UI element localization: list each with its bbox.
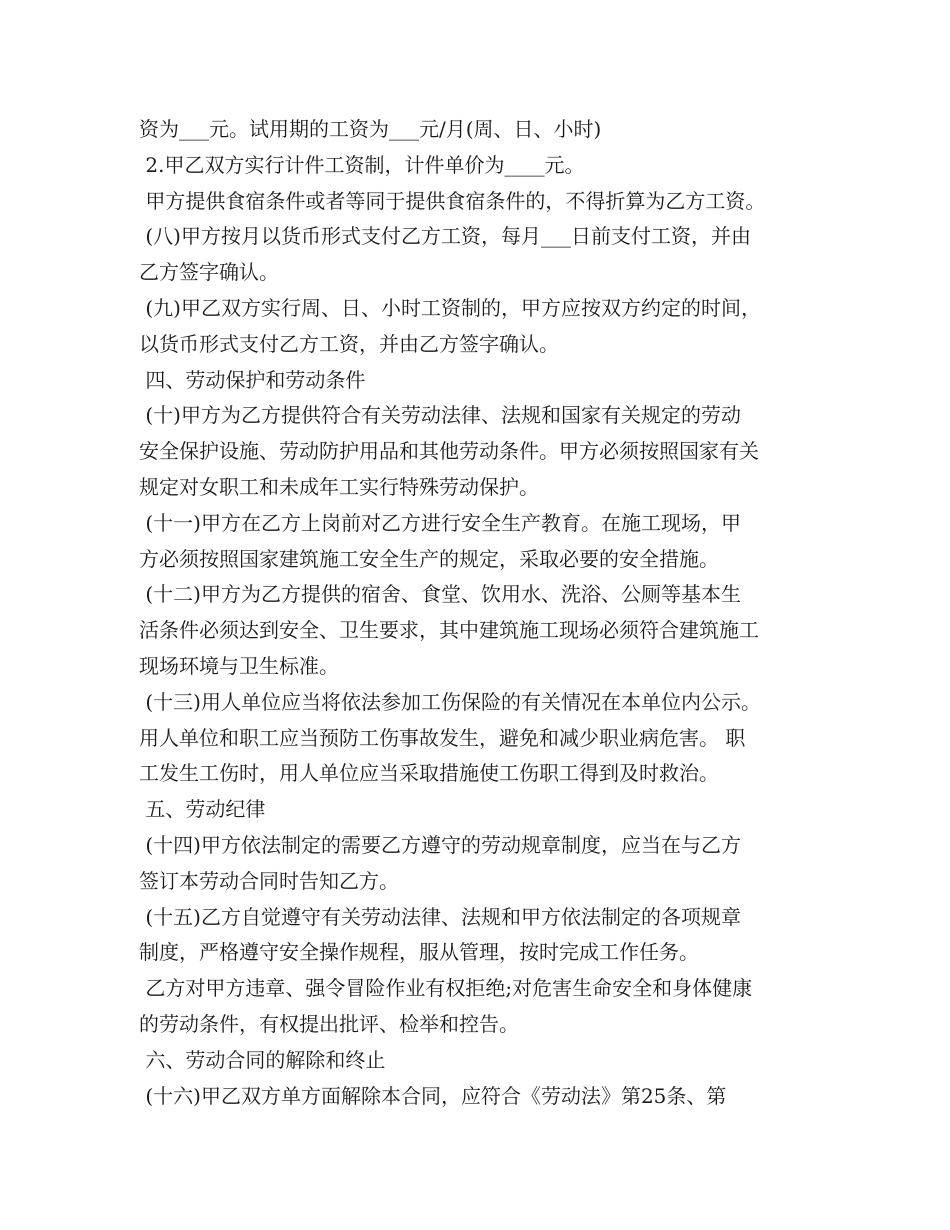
text-line: 的劳动条件，有权提出批评、检举和控告。 xyxy=(139,1011,519,1036)
text-line: (十三)用人单位应当将依法参加工伤保险的有关情况在本单位内公示。 xyxy=(139,689,761,714)
text-line: 现场环境与卫生标准。 xyxy=(139,653,339,678)
text-line: (十四)甲方依法制定的需要乙方遵守的劳动规章制度，应当在与乙方 xyxy=(139,832,741,857)
text-line: 用人单位和职工应当预防工伤事故发生，避免和减少职业病危害。 职 xyxy=(139,725,746,750)
text-line: (十一)甲方在乙方上岗前对乙方进行安全生产教育。在施工现场，甲 xyxy=(139,510,741,535)
text-line: 乙方签字确认。 xyxy=(139,260,279,285)
section-heading: 六、劳动合同的解除和终止 xyxy=(139,1047,386,1072)
contract-body-text xyxy=(139,112,829,1114)
text-line: 乙方对甲方违章、强令冒险作业有权拒绝;对危害生命安全和身体健康 xyxy=(139,976,753,1001)
text-line: (十六)甲乙双方单方面解除本合同，应符合《劳动法》第25条、第 xyxy=(139,1083,727,1108)
text-line: 甲方提供食宿条件或者等同于提供食宿条件的，不得折算为乙方工资。 xyxy=(139,188,766,213)
text-line: 签订本劳动合同时告知乙方。 xyxy=(139,868,399,893)
text-line: 工发生工伤时，用人单位应当采取措施使工伤职工得到及时救治。 xyxy=(139,761,719,786)
section-heading: 四、劳动保护和劳动条件 xyxy=(139,367,366,392)
text-line: (十)甲方为乙方提供符合有关劳动法律、法规和国家有关规定的劳动 xyxy=(139,403,741,428)
text-line: (十五)乙方自觉遵守有关劳动法律、法规和甲方依法制定的各项规章 xyxy=(139,904,741,929)
text-line: (八)甲方按月以货币形式支付乙方工资，每月___日前支付工资，并由 xyxy=(139,224,751,249)
section-heading: 五、劳动纪律 xyxy=(139,797,266,822)
text-line: 方必须按照国家建筑施工安全生产的规定，采取必要的安全措施。 xyxy=(139,546,719,571)
text-line: 2.甲乙双方实行计件工资制，计件单价为____元。 xyxy=(139,152,585,177)
text-line: 制度，严格遵守安全操作规程，服从管理，按时完成工作任务。 xyxy=(139,940,699,965)
text-line: 以货币形式支付乙方工资，并由乙方签字确认。 xyxy=(139,331,559,356)
text-line: (九)甲乙双方实行周、日、小时工资制的，甲方应按双方约定的时间， xyxy=(139,295,761,320)
text-line: 规定对女职工和未成年工实行特殊劳动保护。 xyxy=(139,474,539,499)
text-line: 活条件必须达到安全、卫生要求，其中建筑施工现场必须符合建筑施工 xyxy=(139,618,759,643)
text-line: 资为___元。试用期的工资为___元/月(周、日、小时) xyxy=(139,117,602,141)
text-line: 安全保护设施、劳动防护用品和其他劳动条件。甲方必须按照国家有关 xyxy=(139,439,759,464)
text-line: (十二)甲方为乙方提供的宿舍、食堂、饮用水、洗浴、公厕等基本生 xyxy=(139,582,741,607)
